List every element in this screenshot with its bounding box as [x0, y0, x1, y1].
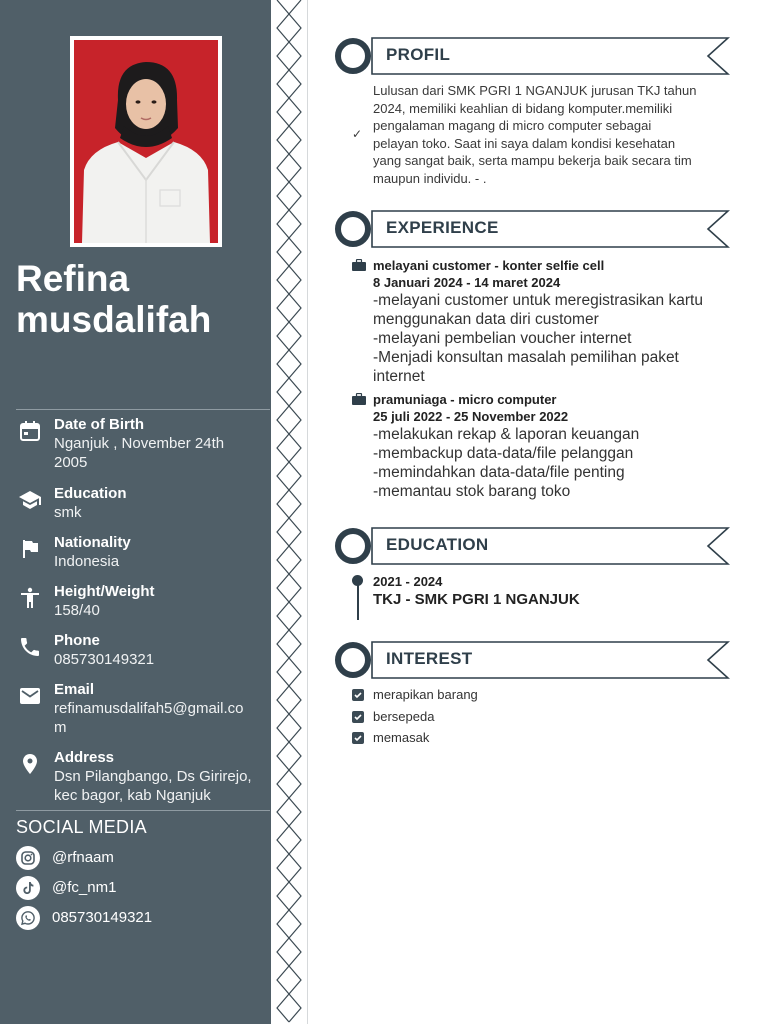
- height-weight-title: Height/Weight: [54, 583, 155, 600]
- tiktok-icon: [16, 876, 40, 900]
- job-entry: [352, 257, 737, 386]
- strip-border: [307, 0, 308, 1024]
- job-duty: -memindahkan data-data/file penting: [373, 464, 625, 481]
- info-height-weight: [16, 582, 270, 622]
- section-title-profile: PROFIL: [386, 45, 451, 64]
- mail-icon: [18, 684, 42, 708]
- person-icon: [18, 586, 42, 610]
- info-education: [16, 484, 270, 524]
- instagram-handle: @rfnaam: [52, 849, 114, 866]
- info-address: [16, 748, 270, 806]
- phone-icon: [18, 635, 42, 659]
- interest-label: memasak: [373, 730, 430, 745]
- profile-line: pengalaman magang di micro computer sebagai: [373, 118, 652, 133]
- education-school: TKJ - SMK PGRI 1 NGANJUK: [373, 591, 580, 608]
- first-name: Refina: [16, 258, 130, 299]
- checkbox-checked-icon: [352, 732, 364, 744]
- interest-item: [352, 687, 652, 705]
- job-duty: -memantau stok barang toko: [373, 483, 571, 500]
- dob-title: Date of Birth: [54, 416, 144, 433]
- job-title: pramuniaga - micro computer: [373, 392, 557, 407]
- email-title: Email: [54, 681, 95, 698]
- interest-item: [352, 730, 652, 748]
- timeline-line: [357, 585, 359, 620]
- instagram-icon: [16, 846, 40, 870]
- section-title-education: EDUCATION: [386, 535, 489, 554]
- social-media-title: SOCIAL MEDIA: [16, 817, 147, 837]
- profile-summary: [373, 82, 733, 187]
- phone-title: Phone: [54, 632, 100, 649]
- flag-icon: [18, 537, 42, 561]
- profile-line: maupun individu. - .: [373, 170, 487, 186]
- profile-photo-frame: [70, 36, 222, 247]
- job-duty: -membackup data-data/file pelanggan: [373, 445, 634, 462]
- zigzag-pattern: [271, 0, 308, 1024]
- info-dob: [16, 415, 270, 475]
- sidebar: [0, 0, 271, 1024]
- whatsapp-number: 085730149321: [52, 909, 153, 926]
- decorative-zigzag-strip: [271, 0, 308, 1024]
- job-duty: -melakukan rekap & laporan keuangan: [373, 426, 640, 443]
- job-duty: -melayani customer untuk meregistrasikan kartu: [373, 292, 703, 309]
- info-nationality: [16, 533, 270, 573]
- dob-value-line1: Nganjuk , November 24th: [54, 435, 225, 452]
- interest-label: bersepeda: [373, 709, 435, 724]
- job-duty: menggunakan data diri customer: [373, 311, 599, 328]
- address-title: Address: [54, 749, 115, 766]
- calendar-icon: [18, 419, 42, 443]
- location-pin-icon: [18, 752, 42, 776]
- briefcase-icon: [352, 259, 366, 271]
- profile-line: yang sangat baik, serta mampu bekerja baik secara tim: [373, 153, 692, 168]
- whatsapp-icon: [16, 906, 40, 930]
- check-icon: ✓: [352, 127, 363, 141]
- tiktok-handle: @fc_nm1: [52, 879, 117, 896]
- checkbox-checked-icon: [352, 689, 364, 701]
- last-name: musdalifah: [16, 299, 212, 340]
- profile-line: 2024, memiliki keahlian di bidang komputer.memiliki: [373, 100, 673, 116]
- section-title-interest: INTEREST: [386, 649, 473, 668]
- briefcase-icon: [352, 393, 366, 405]
- job-date: 8 Januari 2024 - 14 maret 2024: [373, 275, 561, 290]
- interest-label: merapikan barang: [373, 687, 478, 702]
- section-header-education: [334, 526, 730, 566]
- divider-top: [16, 409, 270, 410]
- info-email: [16, 680, 270, 740]
- interest-item: [352, 709, 652, 727]
- section-header-interest: [334, 640, 730, 680]
- job-duty: -melayani pembelian voucher internet: [373, 330, 632, 347]
- social-instagram[interactable]: [16, 846, 266, 870]
- job-date: 25 juli 2022 - 25 November 2022: [373, 409, 569, 424]
- job-title: melayani customer - konter selfie cell: [373, 258, 605, 273]
- email-value-line2: m: [54, 719, 67, 736]
- divider-social: [16, 810, 270, 811]
- social-whatsapp[interactable]: [16, 906, 266, 930]
- graduation-cap-icon: [18, 488, 42, 512]
- education-value: smk: [54, 504, 82, 521]
- full-name: [16, 258, 266, 340]
- profile-line: Lulusan dari SMK PGRI 1 NGANJUK jurusan TKJ tahun: [373, 83, 697, 98]
- phone-value: 085730149321: [54, 651, 155, 668]
- section-header-profile: [334, 36, 730, 76]
- job-entry: [352, 391, 737, 501]
- education-title: Education: [54, 485, 127, 502]
- section-header-experience: [334, 209, 730, 249]
- portrait-illustration: [74, 40, 218, 243]
- nationality-value: Indonesia: [54, 553, 120, 570]
- education-entry: [352, 573, 732, 610]
- email-value-line1: refinamusdalifah5@gmail.co: [54, 700, 244, 717]
- dob-value-line2: 2005: [54, 454, 88, 471]
- education-years: 2021 - 2024: [373, 574, 443, 589]
- social-tiktok[interactable]: [16, 876, 266, 900]
- section-title-experience: EXPERIENCE: [386, 218, 499, 237]
- info-phone: [16, 631, 270, 671]
- nationality-title: Nationality: [54, 534, 131, 551]
- profile-line: pelayan toko. Saat ini saya dalam kondisi kesehatan: [373, 135, 676, 151]
- job-duty: -Menjadi konsultan masalah pemilihan paket: [373, 349, 679, 366]
- job-duty: internet: [373, 368, 425, 385]
- checkbox-checked-icon: [352, 711, 364, 723]
- profile-photo: [74, 40, 218, 243]
- height-weight-value: 158/40: [54, 602, 100, 619]
- address-value-line1: Dsn Pilangbango, Ds Girirejo,: [54, 768, 252, 785]
- address-value-line2: kec bagor, kab Nganjuk: [54, 787, 211, 804]
